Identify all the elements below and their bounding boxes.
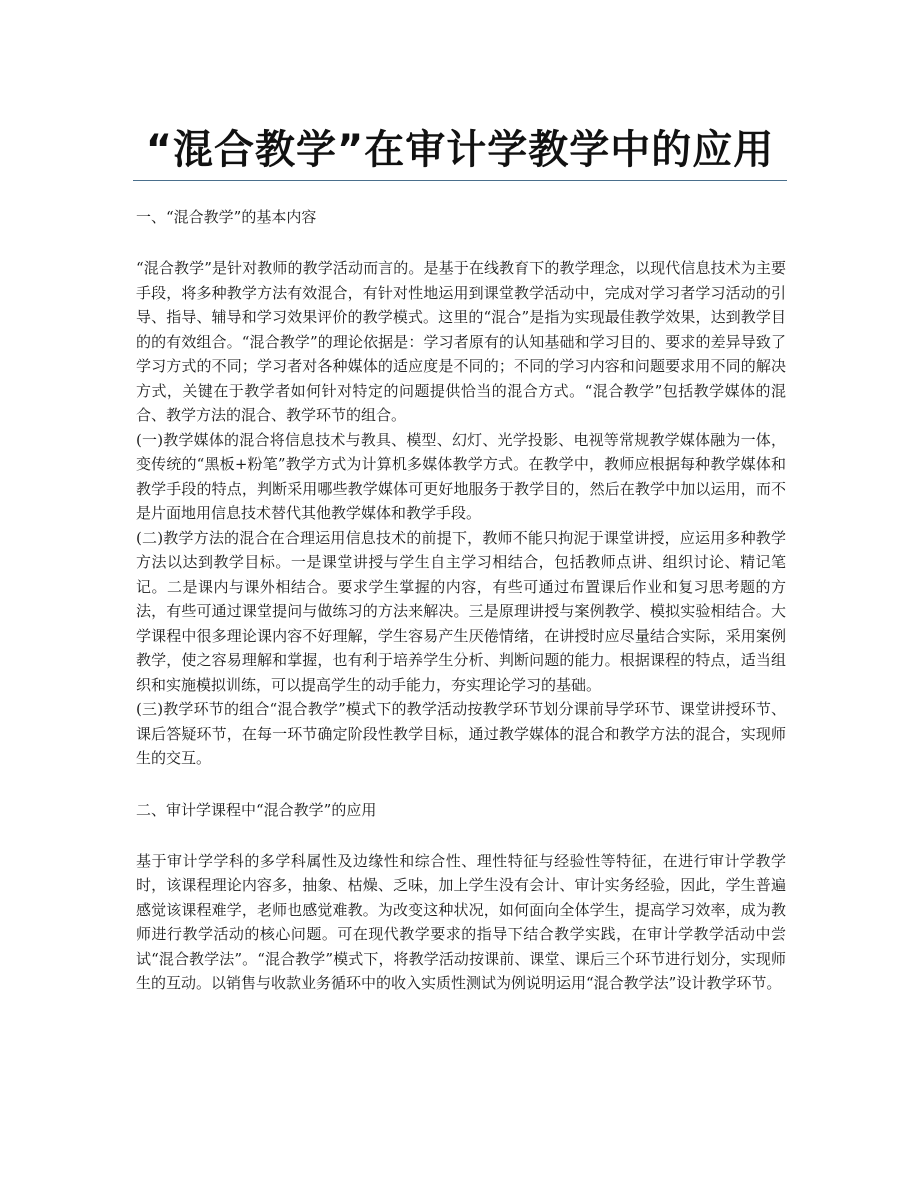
paragraph: (一)教学媒体的混合将信息技术与教具、模型、幻灯、光学投影、电视等常规教学媒体融为一体，变传统的“黑板+粉笔”教学方式为计算机多媒体教学方式。在教学中，教师应根据每种教学媒体和教学手段的特点，判断采用哪些教学媒体可更好地服务于教学目的，然后在教学中加以运用，而不是片面地用信息技术替代其他教学媒体和教学手段。 bbox=[136, 430, 786, 522]
paragraph: 基于审计学学科的多学科属性及边缘性和综合性、理性特征与经验性等特征，在进行审计学教学时，该课程理论内容多，抽象、枯燥、乏味，加上学生没有会计、审计实务经验，因此，学生普遍感觉该课程难学，老师也感觉难教。为改变这种状况，如何面向全体学生，提高学习效率，成为教师进行教学活动的核心问题。可在现代教学要求的指导下结合教学实践，在审计学教学活动中尝试“混合教学法”。“混合教学”模式下，将教学活动按课前、课堂、课后三个环节进行划分，实现师生的互动。以销售与收款业务循环中的收入实质性测试为例说明运用“混合教学法”设计教学环节。 bbox=[136, 851, 786, 992]
section-heading: 一、“混合教学”的基本内容 bbox=[136, 208, 317, 226]
paragraph: “混合教学”是针对教师的教学活动而言的。是基于在线教育下的教学理念，以现代信息技术为主要手段，将多种教学方法有效混合，有针对性地运用到课堂教学活动中，完成对学习者学习活动的引导、指导、辅导和学习效果评价的教学模式。这里的“混合”是指为实现最佳教学效果，达到教学目的的有效组合。“混合教学”的理论依据是：学习者原有的认知基础和学习目的、要求的差异导致了学习方式的不同；学习者对各种媒体的适应度是不同的；不同的学习内容和问题要求用不同的解决方式，关键在于教学者如何针对特定的问题提供恰当的混合方式。“混合教学”包括教学媒体的混合、教学方法的混合、教学环节的组合。 bbox=[136, 259, 786, 424]
page-title: “混合教学”在审计学教学中的应用 bbox=[145, 127, 775, 173]
document-body bbox=[136, 200, 786, 996]
title-divider bbox=[133, 180, 787, 181]
paragraph: (三)教学环节的组合“混合教学”模式下的教学活动按教学环节划分课前导学环节、课堂讲授环节、课后答疑环节，在每一环节确定阶段性教学目标，通过教学媒体的混合和教学方法的混合，实现师生的交互。 bbox=[136, 700, 786, 767]
section-heading: 二、审计学课程中“混合教学”的应用 bbox=[136, 800, 377, 819]
paragraph: (二)教学方法的混合在合理运用信息技术的前提下，教师不能只拘泥于课堂讲授，应运用多种教学方法以达到教学目标。一是课堂讲授与学生自主学习相结合，包括教师点讲、组织讨论、精记笔记。二是课内与课外相结合。要求学生掌握的内容，有些可通过布置课后作业和复习思考题的方法，有些可通过课堂提问与做练习的方法来解决。三是原理讲授与案例教学、模拟实验相结合。大学课程中很多理论课内容不好理解，学生容易产生厌倦情绪，在讲授时应尽量结合实际，采用案例教学，使之容易理解和掌握，也有利于培养学生分析、判断问题的能力。根据课程的特点，适当组织和实施模拟训练，可以提高学生的动手能力，夯实理论学习的基础。 bbox=[136, 528, 786, 694]
